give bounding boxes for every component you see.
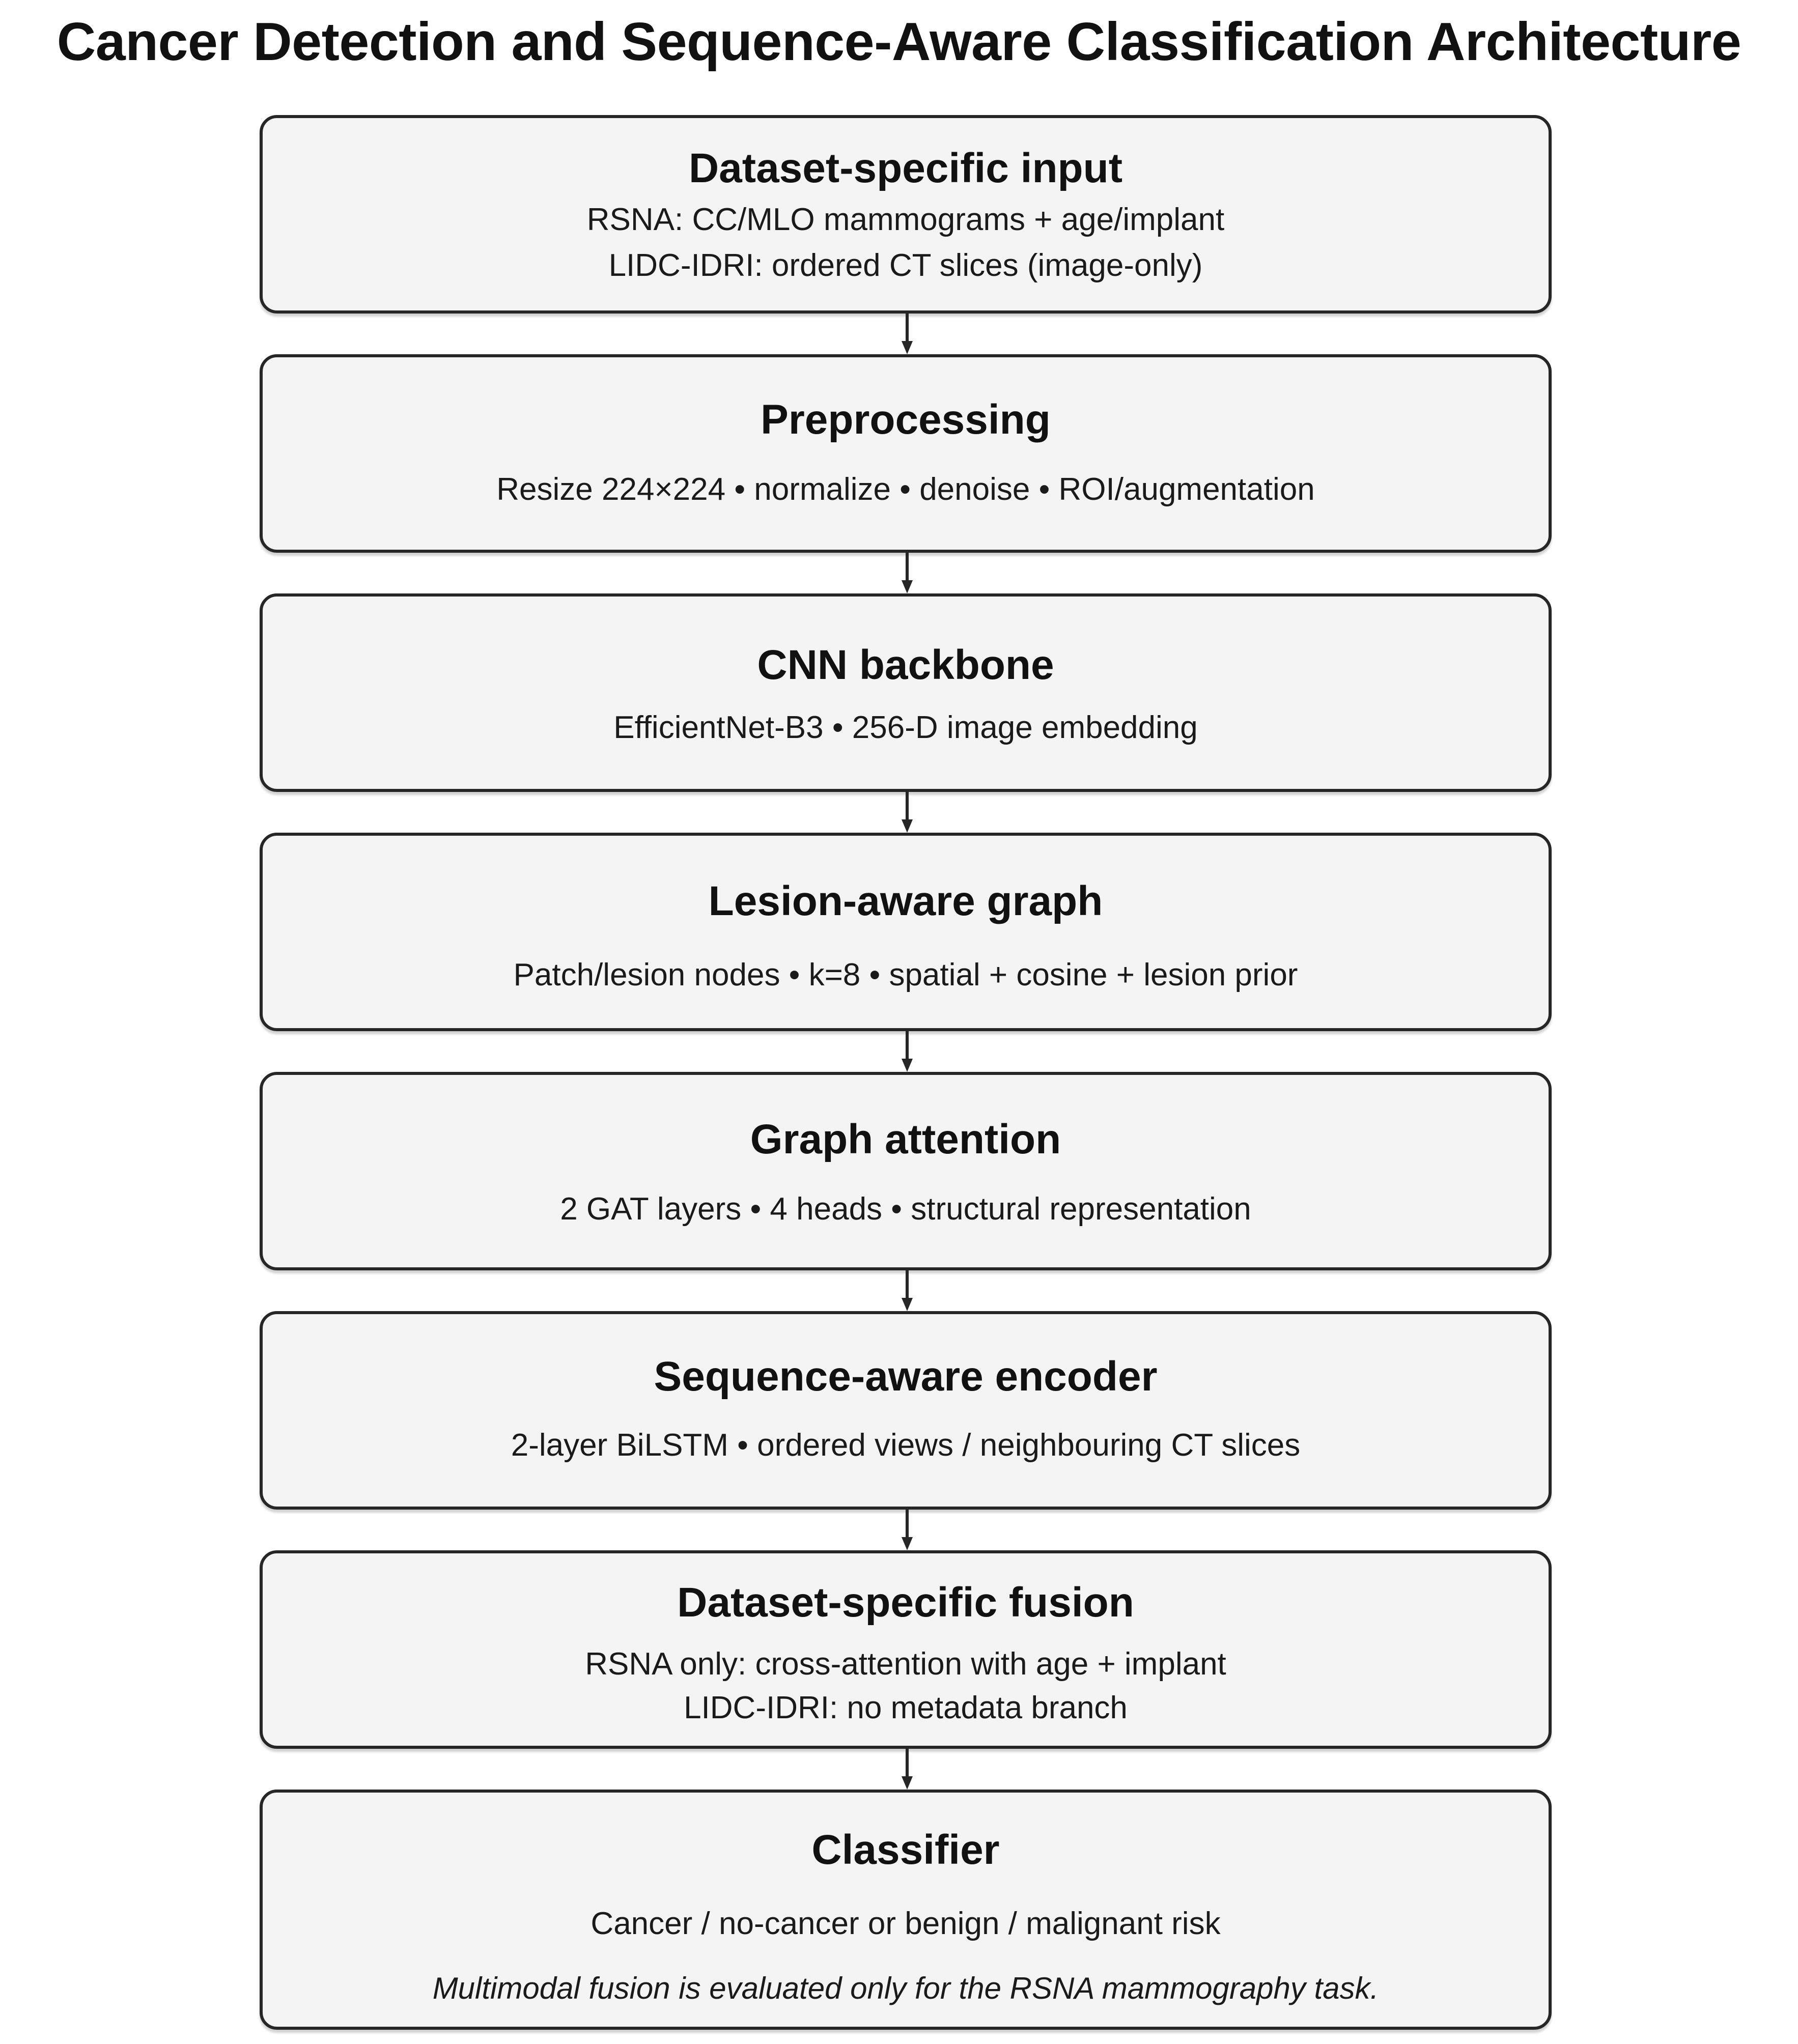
flow-arrow: [901, 1510, 913, 1550]
stage-title: Preprocessing: [761, 396, 1051, 443]
flow-arrow: [901, 1270, 913, 1311]
stage-detail: Resize 224×224 • normalize • denoise • ROI/augmentation: [496, 472, 1315, 507]
stage-detail: Patch/lesion nodes • k=8 • spatial + cosine + lesion prior: [513, 957, 1298, 992]
stage-title: Sequence-aware encoder: [654, 1353, 1158, 1400]
stage-detail: RSNA: CC/MLO mammograms + age/implant: [586, 202, 1225, 237]
stage-title: Dataset-specific input: [688, 145, 1123, 191]
stage-title: Dataset-specific fusion: [677, 1579, 1134, 1626]
stage-classifier: [260, 1790, 1552, 2030]
stage-detail: 2 GAT layers • 4 heads • structural representation: [560, 1191, 1251, 1227]
flow-arrow: [901, 1749, 913, 1790]
flow-arrow: [901, 1031, 913, 1072]
stage-note: Multimodal fusion is evaluated only for the RSNA mammography task.: [432, 1971, 1379, 2005]
stage-detail: LIDC-IDRI: no metadata branch: [684, 1690, 1128, 1725]
flow-arrow: [901, 553, 913, 593]
stage-detail: Cancer / no-cancer or benign / malignant risk: [591, 1906, 1221, 1941]
stage-preprocessing: [260, 354, 1552, 553]
stage-title: Graph attention: [750, 1116, 1061, 1162]
stage-dataset-input: [260, 115, 1552, 314]
stage-detail: EfficientNet-B3 • 256-D image embedding: [613, 710, 1198, 745]
diagram-title: Cancer Detection and Sequence-Aware Classification Architecture: [57, 12, 1741, 72]
stage-dataset-fusion: [260, 1550, 1552, 1749]
stage-detail: 2-layer BiLSTM • ordered views / neighbouring CT slices: [511, 1428, 1301, 1463]
stage-detail: RSNA only: cross-attention with age + implant: [585, 1646, 1226, 1682]
stage-title: CNN backbone: [757, 642, 1054, 688]
stage-title: Classifier: [811, 1827, 1000, 1873]
stage-sequence-encoder: [260, 1311, 1552, 1510]
stage-title: Lesion-aware graph: [708, 878, 1103, 924]
stage-cnn-backbone: [260, 593, 1552, 792]
stage-graph-attention: [260, 1072, 1552, 1270]
stage-lesion-graph: [260, 833, 1552, 1031]
flow-arrow: [901, 314, 913, 354]
stage-detail: LIDC-IDRI: ordered CT slices (image-only): [608, 248, 1203, 283]
flow-arrow: [901, 792, 913, 833]
